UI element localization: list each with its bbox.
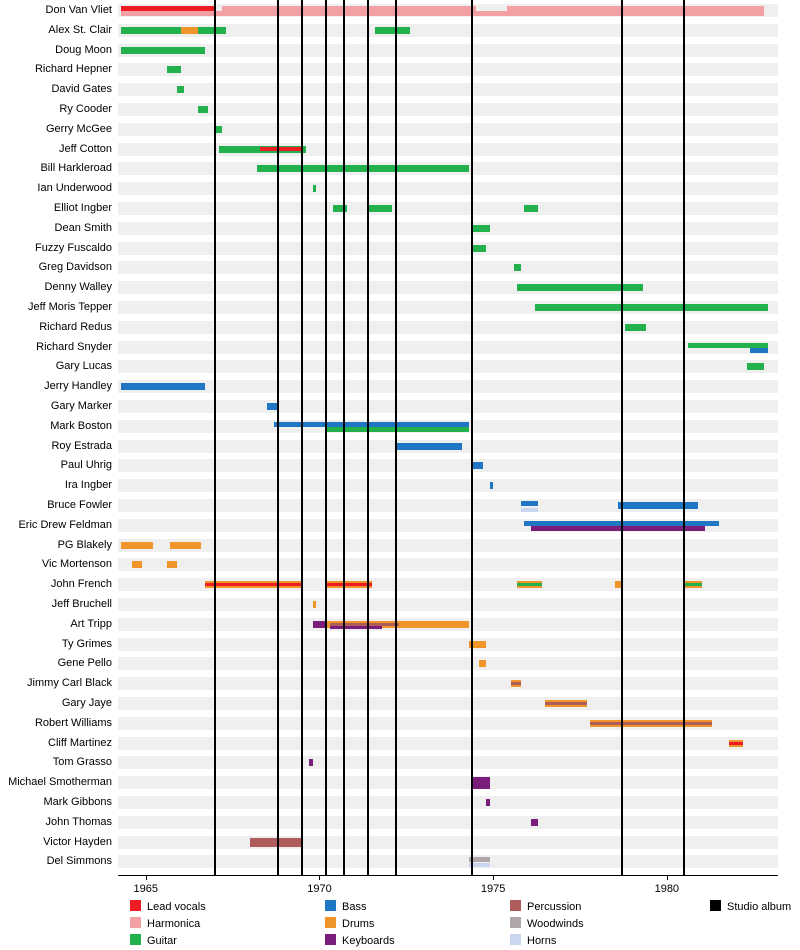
timeline-bar [167,66,181,73]
row-label-art-tripp: Art Tripp [70,617,112,630]
row-label-robert-williams: Robert Williams [34,716,112,729]
chart-legend [110,900,800,950]
timeline-bar [472,245,486,252]
row-band [118,697,778,710]
row-band [118,539,778,552]
studio-album-line [343,0,345,875]
legend-label: Horns [527,935,557,947]
row-band [118,855,778,868]
timeline-bar [260,147,302,151]
row-label-tom-grasso: Tom Grasso [52,756,112,769]
row-band [118,242,778,255]
row-label-ry-cooder: Ry Cooder [59,103,112,115]
timeline-bar [514,264,521,271]
timeline-bar [215,126,222,133]
legend-label: Percussion [527,901,582,913]
timeline-bar [507,6,764,11]
x-tick [667,876,668,880]
timeline-bar [326,427,468,432]
x-tick-label: 1965 [133,883,159,896]
timeline-bar [517,284,642,291]
row-band [118,796,778,809]
row-band [118,459,778,472]
row-label-fuzzy-fuscaldo: Fuzzy Fuscaldo [34,241,112,254]
row-label-ian-underwood: Ian Underwood [37,182,112,195]
legend-label: Guitar [147,935,177,947]
legend-label: Studio album [727,901,792,913]
row-band [118,143,778,156]
row-label-michael-smotherman: Michael Smotherman [8,776,112,789]
legend-label: Keyboards [342,935,395,947]
row-band [118,836,778,849]
row-label-paul-uhrig: Paul Uhrig [60,459,112,472]
x-tick [146,876,147,880]
row-label-denny-walley: Denny Walley [44,281,112,294]
row-band [118,281,778,294]
timeline-bar [309,759,312,766]
legend-label: Woodwinds [527,918,584,930]
studio-album-line [471,0,473,875]
row-label-john-french: John French [50,578,112,591]
row-label-dean-smith: Dean Smith [54,221,112,234]
timeline-bar [524,205,538,212]
row-label-gerry-mcgee: Gerry McGee [45,122,112,135]
timeline-bar [517,583,541,586]
row-band [118,380,778,393]
legend-item [130,900,206,913]
legend-swatch [325,917,336,928]
legend-swatch [130,900,141,911]
timeline-bar [396,443,462,450]
row-label-gary-jaye: Gary Jaye [61,697,112,709]
legend-swatch [130,917,141,928]
row-band [118,261,778,274]
row-label-del-simmons: Del Simmons [46,855,112,868]
timeline-bar [521,508,538,512]
timeline-bar [121,11,764,16]
timeline-bar [181,27,198,34]
row-band [118,360,778,373]
row-band [118,400,778,413]
timeline-bar [205,583,302,586]
row-label-cliff-martinez: Cliff Martinez [48,736,112,749]
row-band [118,202,778,215]
timeline-bar [511,682,521,685]
studio-album-line [325,0,327,875]
row-label-victor-hayden: Victor Hayden [43,835,112,848]
timeline-bar [313,185,316,192]
timeline-bar [747,363,764,370]
timeline-bar [121,383,204,390]
row-label-gary-lucas: Gary Lucas [55,360,112,373]
timeline-bar [121,47,204,54]
studio-album-line [683,0,685,875]
timeline-bar [472,462,482,469]
timeline-bar [170,542,201,549]
timeline-bar [486,799,489,806]
row-band [118,63,778,76]
studio-album-line [301,0,303,875]
row-label-john-thomas: John Thomas [45,815,112,828]
legend-label: Lead vocals [147,901,206,913]
x-tick [319,876,320,880]
x-axis [118,875,778,876]
legend-item [325,934,395,947]
row-label-ira-ingber: Ira Ingber [64,479,112,492]
row-label-greg-davidson: Greg Davidson [38,261,112,274]
timeline-bar [590,722,712,725]
row-label-mark-gibbons: Mark Gibbons [43,796,112,808]
row-label-pg-blakely: PG Blakely [57,538,112,551]
row-label-jeff-moris-tepper: Jeff Moris Tepper [28,301,112,313]
timeline-bar [177,86,184,93]
legend-item [325,900,366,913]
legend-swatch [325,900,336,911]
x-tick-label: 1980 [654,883,680,896]
row-band [118,479,778,492]
row-label-alex-st-clair: Alex St. Clair [48,23,112,36]
timeline-bar [375,27,410,34]
timeline-bar [750,348,767,353]
timeline-bar [472,777,489,789]
timeline-bar [531,819,538,826]
row-band [118,816,778,829]
timeline-bar [121,542,152,549]
legend-swatch [510,900,521,911]
row-label-david-gates: David Gates [51,83,112,96]
legend-item [130,917,200,930]
row-label-doug-moon: Doug Moon [55,43,112,56]
row-label-mark-boston: Mark Boston [50,419,112,432]
timeline-bar [545,702,587,705]
row-label-bruce-fowler: Bruce Fowler [47,499,112,511]
row-band [118,776,778,789]
legend-item [325,917,374,930]
row-band [118,677,778,690]
row-band [118,103,778,116]
timeline-bar [729,742,743,745]
timeline-bar [472,225,489,232]
legend-swatch [510,934,521,945]
row-band [118,44,778,57]
legend-item [510,917,584,930]
timeline-bar [625,324,646,331]
timeline-bar [222,6,476,11]
legend-label: Bass [342,901,367,913]
row-label-vic-mortenson: Vic Mortenson [41,558,112,571]
timeline-bar [618,502,698,509]
row-label-richard-snyder: Richard Snyder [36,340,112,353]
legend-item [710,900,791,913]
timeline-bar [479,660,486,667]
row-band [118,222,778,235]
row-band [118,558,778,571]
studio-album-line [277,0,279,875]
timeline-bar [521,501,538,506]
row-label-jeff-bruchell: Jeff Bruchell [51,598,112,610]
timeline-bar [684,583,701,586]
legend-swatch [325,934,336,945]
timeline-bar [167,561,177,568]
row-label-richard-redus: Richard Redus [39,320,112,333]
timeline-bar [326,583,371,586]
timeline-bar [531,526,705,531]
row-label-gary-marker: Gary Marker [50,400,112,412]
legend-swatch [710,900,721,911]
x-tick-label: 1970 [307,883,332,896]
row-label-jimmy-carl-black: Jimmy Carl Black [27,677,112,690]
row-label-gene-pello: Gene Pello [57,657,112,670]
row-label-eric-drew-feldman: Eric Drew Feldman [18,518,112,531]
row-label-jerry-handley: Jerry Handley [44,380,112,393]
legend-item [510,900,581,913]
row-label-ty-grimes: Ty Grimes [61,637,112,650]
studio-album-line [214,0,216,875]
row-band [118,341,778,354]
row-label-roy-estrada: Roy Estrada [51,439,112,452]
x-tick-label: 1975 [480,883,506,896]
row-band [118,737,778,750]
timeline-bar [490,482,493,489]
legend-item [130,934,177,947]
studio-album-line [367,0,369,875]
legend-swatch [130,934,141,945]
timeline-bar [330,626,382,629]
legend-label: Harmonica [147,918,201,930]
row-band [118,756,778,769]
timeline-bar [132,561,142,568]
legend-label: Drums [342,918,375,930]
row-band [118,657,778,670]
x-tick [493,876,494,880]
legend-swatch [510,917,521,928]
studio-album-line [621,0,623,875]
row-band [118,182,778,195]
row-band [118,638,778,651]
studio-album-line [395,0,397,875]
row-label-elliot-ingber: Elliot Ingber [53,202,112,214]
row-band [118,83,778,96]
timeline-bar [198,106,208,113]
row-band [118,598,778,611]
row-label-jeff-cotton: Jeff Cotton [59,142,112,155]
timeline-bar [257,165,469,172]
row-label-bill-harkleroad: Bill Harkleroad [40,162,112,175]
row-label-richard-hepner: Richard Hepner [34,63,112,76]
row-band [118,321,778,334]
timeline-bar [333,205,347,212]
timeline-bar [535,304,768,311]
legend-item [510,934,556,947]
timeline-bar [313,601,316,608]
timeline-bar [368,205,392,212]
row-label-don-van-vliet: Don Van Vliet [45,4,112,16]
